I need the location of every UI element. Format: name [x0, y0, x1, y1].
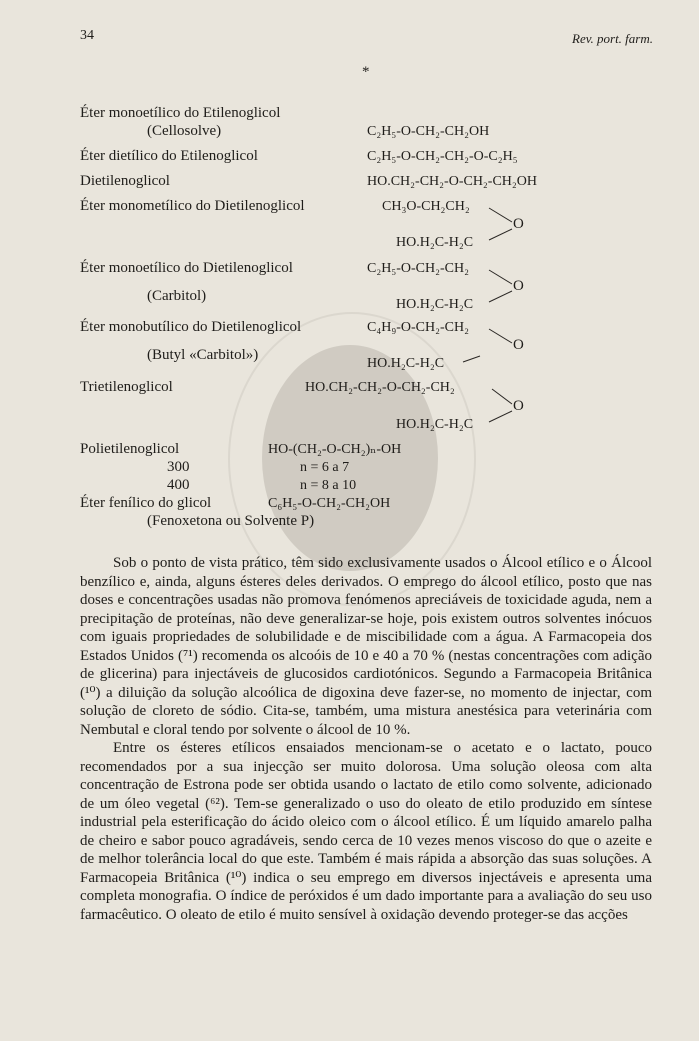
compound-name: Éter monoetílico do Dietilenoglicol — [80, 260, 293, 276]
compound-formula: HO.CH₂-CH₂-O-CH₂-CH₂OH — [367, 174, 538, 189]
formula-bottom: HO.H₂C-H₂C — [367, 356, 445, 371]
formula-bottom: HO.H₂C-H₂C — [396, 417, 474, 432]
bond-line — [489, 229, 512, 240]
formula-bottom: HO.H₂C-H₂C — [396, 235, 474, 250]
formula-top: C₂H₅-O-CH₂-CH₂ — [367, 261, 469, 276]
compound-formula: C₂H₅-O-CH₂-CH₂OH — [367, 124, 490, 139]
polymer-n-range: n = 8 a 10 — [300, 478, 357, 493]
compound-note: (Butyl «Carbitol») — [147, 347, 259, 363]
formula-top: C₄H₉-O-CH₂-CH₂ — [367, 320, 469, 335]
compound-name: Éter fenílico do glicol — [80, 495, 212, 511]
ring-oxygen: O — [513, 216, 524, 232]
compound-note: (Fenoxetona ou Solvente P) — [147, 513, 315, 529]
formula-top: CH₃O-CH₂CH₂ — [382, 199, 470, 214]
compound-note: (Cellosolve) — [147, 123, 222, 139]
journal-title: Rev. port. farm. — [572, 31, 653, 46]
polymer-grade: 300 — [167, 459, 190, 475]
paragraph: Sob o ponto de vista prático, têm sido exclusivamente usados o Álcool etílico e o Álcool benzílico e, ainda, alguns ésteres deles derivados. O emprego do álcool etílico, posto que nas doses e concentrações usadas não promova fenómenos apreciáveis de toxicidade aguda, nem a precipitação de proteínas, não deve generalizar-se hoje, pois existem outros solventes inócuos com iguais propriedades de solubilidade e de miscibilidade com a água. A Farmacopeia dos Estados Unidos (⁷¹) recomenda os alcoóis de 10 e 40 a 70 % (nestas concentrações com adição de glicerina) para injectáveis de glucosidos cardiotónicos. Segundo a Farmacopeia Britânica (¹⁰) a diluição da solução alcoólica de digoxina deve fazer-se, no momento de injectar, com solução de cloreto de sódio. Cita-se, também, uma mistura anestésica para veterinária com Nembutal e cloral tendo por solvente o álcool de 10 %. — [80, 555, 652, 738]
bond-line — [463, 356, 480, 362]
formula-bottom: HO.H₂C-H₂C — [396, 297, 474, 312]
ring-oxygen: O — [513, 337, 524, 353]
compound-name: Éter monoetílico do Etilenoglicol — [80, 105, 281, 121]
bond-line — [489, 270, 512, 284]
polymer-n-range: n = 6 a 7 — [300, 460, 350, 475]
ring-oxygen: O — [513, 398, 524, 414]
bond-line — [489, 208, 512, 222]
bond-line — [489, 329, 512, 343]
compound-formula: HO-(CH₂-O-CH₂)ₙ-OH — [268, 442, 402, 457]
formula-top: HO.CH₂-CH₂-O-CH₂-CH₂ — [305, 380, 455, 395]
bond-line — [489, 291, 512, 302]
polymer-grade: 400 — [167, 477, 190, 493]
bond-line — [489, 411, 512, 422]
compound-name: Polietilenoglicol — [80, 441, 180, 457]
compound-note: (Carbitol) — [147, 288, 207, 304]
compound-formula: C₂H₅-O-CH₂-CH₂-O-C₂H₅ — [367, 149, 518, 164]
body-text — [80, 554, 652, 924]
compound-name: Éter monobutílico do Dietilenoglicol — [80, 319, 302, 335]
compound-name: Éter monometílico do Dietilenoglicol — [80, 198, 305, 214]
compound-name: Dietilenoglicol — [80, 173, 170, 189]
bond-line — [492, 389, 512, 404]
compound-name: Trietilenoglicol — [80, 379, 173, 395]
paragraph: Entre os ésteres etílicos ensaiados mencionam-se o acetato e o lactato, pouco recomendados por a sua injecção ser muito dolorosa. Uma solução oleosa com alta concentração de Estrona pode ser obtida usando o lactato de etilo como solvente, adicionado de um óleo vegetal (⁶²). Tem-se generalizado o uso do oleato de etilo produzido em síntese industrial pela esterificação do ácido oleico com o álcool etílico. É um líquido amarelo palha de cheiro e sabor pouco agradáveis, sendo cerca de 10 vezes menos viscoso do que o azeite e de melhor tolerância local do que este. Também é mais rápida a absorção das suas soluções. A Farmacopeia Britânica (¹⁰) indica o seu emprego em diversos injectáveis e apresenta uma completa monografia. O índice de peróxidos é um dado importante para a avaliação do seu uso farmacêutico. O oleato de etilo é muito sensível à oxidação devendo proteger-se das acções — [80, 740, 652, 923]
compound-formula: C₆H₅-O-CH₂-CH₂OH — [268, 496, 391, 511]
page-number: 34 — [80, 28, 94, 43]
compound-name: Éter dietílico do Etilenoglicol — [80, 148, 258, 164]
ring-oxygen: O — [513, 278, 524, 294]
section-separator: * — [362, 64, 370, 80]
